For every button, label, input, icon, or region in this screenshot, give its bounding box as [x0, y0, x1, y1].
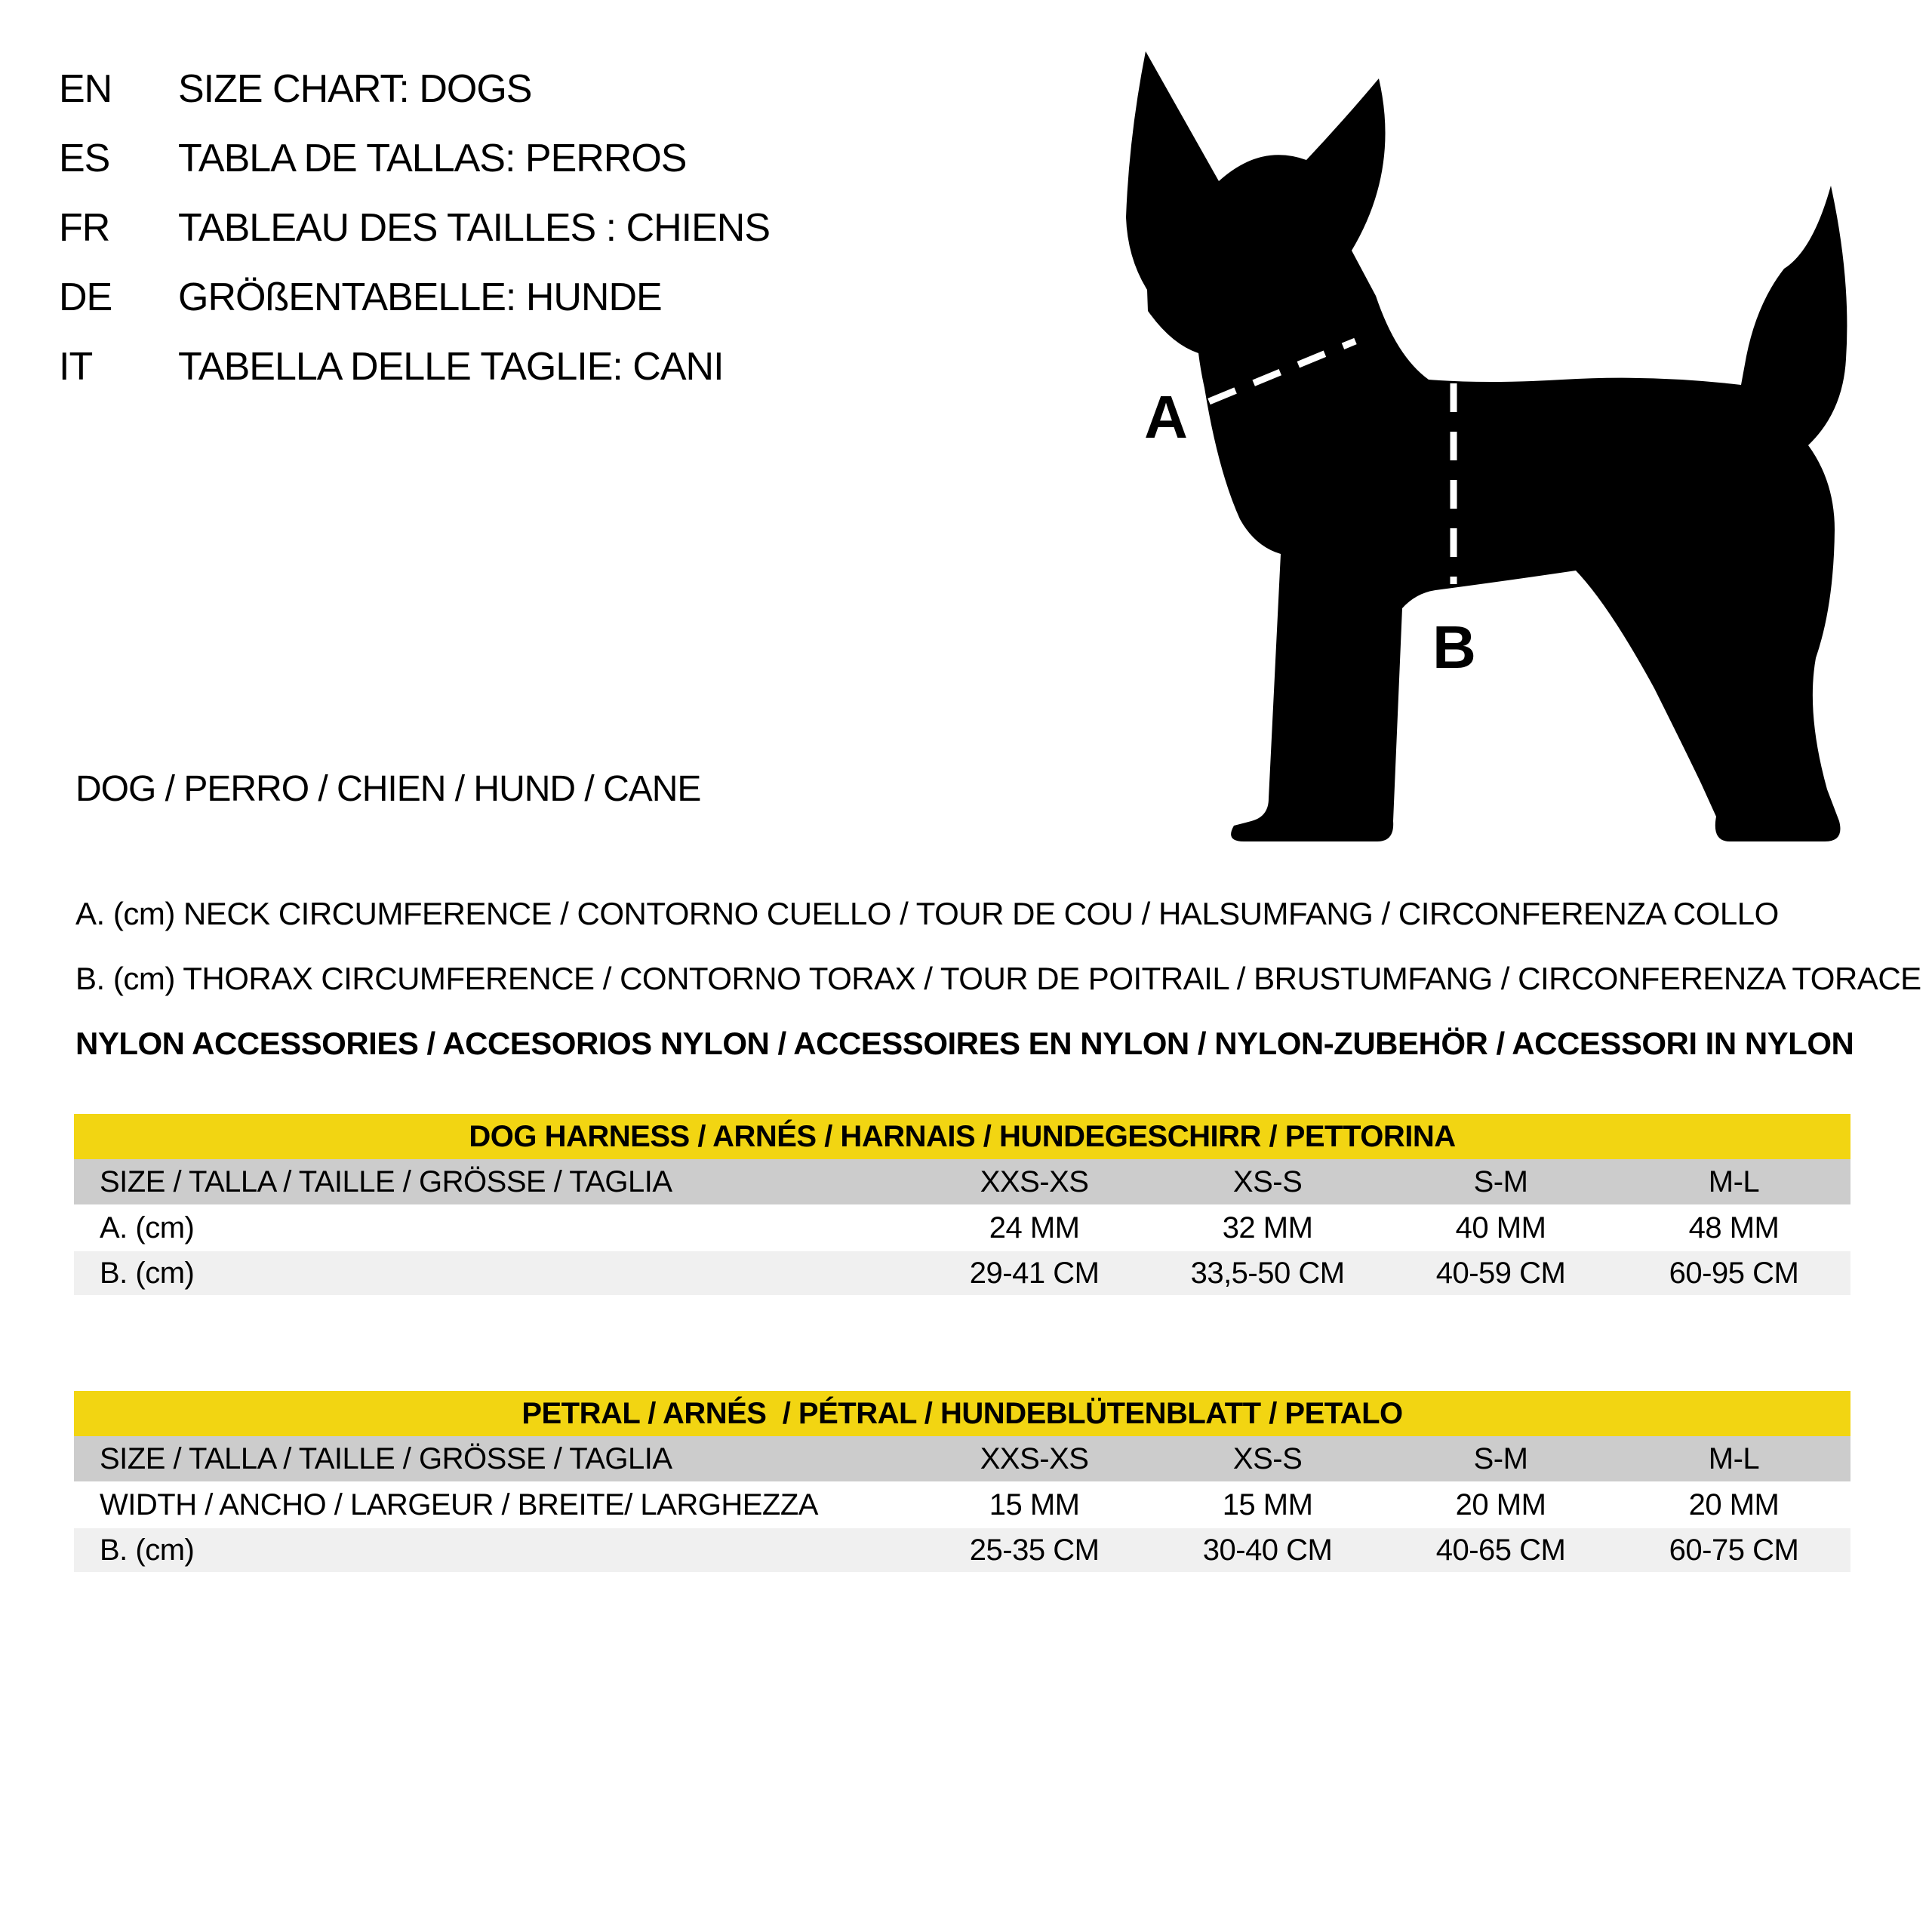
dog-measurement-diagram — [1079, 30, 1909, 845]
column-header-m-l: M-L — [1708, 1441, 1760, 1475]
desc-line-material: NYLON ACCESSORIES / ACCESORIOS NYLON / ACCESSOIRES EN NYLON / NYLON-ZUBEHÖR / ACCESSORI IN NYLON — [75, 1026, 1854, 1061]
dog-caption: DOG / PERRO / CHIEN / HUND / CANE — [75, 769, 701, 809]
column-header-xs-s: XS-S — [1232, 1441, 1303, 1475]
language-title-block — [59, 54, 770, 401]
table-cell: 20 MM — [1455, 1487, 1546, 1521]
column-header-s-m: S-M — [1473, 1164, 1528, 1198]
page-title: TABELLA DELLE TAGLIE: CANI — [178, 345, 724, 389]
title-line-it — [59, 332, 770, 401]
row-label: WIDTH / ANCHO / LARGEUR / BREITE/ LARGHEZZA — [100, 1487, 818, 1521]
language-code: FR — [59, 206, 110, 250]
table-cell: 32 MM — [1222, 1211, 1313, 1244]
language-code: ES — [59, 137, 110, 180]
harness-row-b — [74, 1251, 1850, 1295]
table-cell: 24 MM — [989, 1211, 1080, 1244]
title-line-en — [59, 54, 770, 124]
measure-label-b: B — [1432, 614, 1476, 681]
table-cell: 48 MM — [1688, 1211, 1780, 1244]
harness-table-title: DOG HARNESS / ARNÉS / HARNAIS / HUNDEGESCHIRR / PETTORINA — [74, 1114, 1850, 1159]
page-title: SIZE CHART: DOGS — [178, 67, 532, 111]
measurement-descriptions — [75, 881, 1921, 1076]
table-cell: 40-65 CM — [1435, 1533, 1566, 1567]
petral-row-b — [74, 1528, 1850, 1572]
title-line-de — [59, 263, 770, 332]
harness-size-table — [74, 1114, 1850, 1295]
column-header-xs-s: XS-S — [1232, 1164, 1303, 1198]
table-cell: 40-59 CM — [1435, 1256, 1566, 1290]
harness-row-a — [74, 1204, 1850, 1251]
harness-size-header-row — [74, 1159, 1850, 1204]
page-title: TABLEAU DES TAILLES : CHIENS — [178, 206, 771, 250]
table-cell: 60-75 CM — [1669, 1533, 1799, 1567]
table-cell: 29-41 CM — [969, 1256, 1100, 1290]
page-title: GRÖßENTABELLE: HUNDE — [178, 275, 662, 319]
desc-line-a: A. (cm) NECK CIRCUMFERENCE / CONTORNO CUELLO / TOUR DE COU / HALSUMFANG / CIRCONFERENZA COLLO — [75, 896, 1779, 931]
language-code: EN — [59, 67, 112, 111]
size-row-label: SIZE / TALLA / TAILLE / GRÖSSE / TAGLIA — [100, 1441, 672, 1475]
table-cell: 40 MM — [1455, 1211, 1546, 1244]
petral-row-width — [74, 1481, 1850, 1528]
column-header-xxs-xs: XXS-XS — [980, 1164, 1089, 1198]
column-header-m-l: M-L — [1708, 1164, 1760, 1198]
table-cell: 20 MM — [1688, 1487, 1780, 1521]
petral-table-title: PETRAL / ARNÉS / PÉTRAL / HUNDEBLÜTENBLATT / PETALO — [74, 1391, 1850, 1436]
title-line-fr — [59, 193, 770, 263]
table-cell: 30-40 CM — [1202, 1533, 1333, 1567]
measure-label-a: A — [1144, 383, 1188, 451]
petral-size-header-row — [74, 1436, 1850, 1481]
title-line-es — [59, 124, 770, 193]
table-cell: 15 MM — [1222, 1487, 1313, 1521]
language-code: DE — [59, 275, 112, 319]
row-label: B. (cm) — [100, 1533, 195, 1567]
table-cell: 33,5-50 CM — [1190, 1256, 1345, 1290]
dog-silhouette-icon — [1079, 30, 1909, 845]
row-label: B. (cm) — [100, 1256, 195, 1290]
page-title: TABLA DE TALLAS: PERROS — [178, 137, 687, 180]
table-cell: 60-95 CM — [1669, 1256, 1799, 1290]
column-header-xxs-xs: XXS-XS — [980, 1441, 1089, 1475]
table-cell: 25-35 CM — [969, 1533, 1100, 1567]
row-label: A. (cm) — [100, 1211, 195, 1244]
column-header-s-m: S-M — [1473, 1441, 1528, 1475]
desc-line-b: B. (cm) THORAX CIRCUMFERENCE / CONTORNO TORAX / TOUR DE POITRAIL / BRUSTUMFANG / CIRCONFERENZA TORACE — [75, 961, 1921, 996]
language-code: IT — [59, 345, 93, 389]
size-row-label: SIZE / TALLA / TAILLE / GRÖSSE / TAGLIA — [100, 1164, 672, 1198]
table-cell: 15 MM — [989, 1487, 1080, 1521]
petral-size-table — [74, 1391, 1850, 1572]
